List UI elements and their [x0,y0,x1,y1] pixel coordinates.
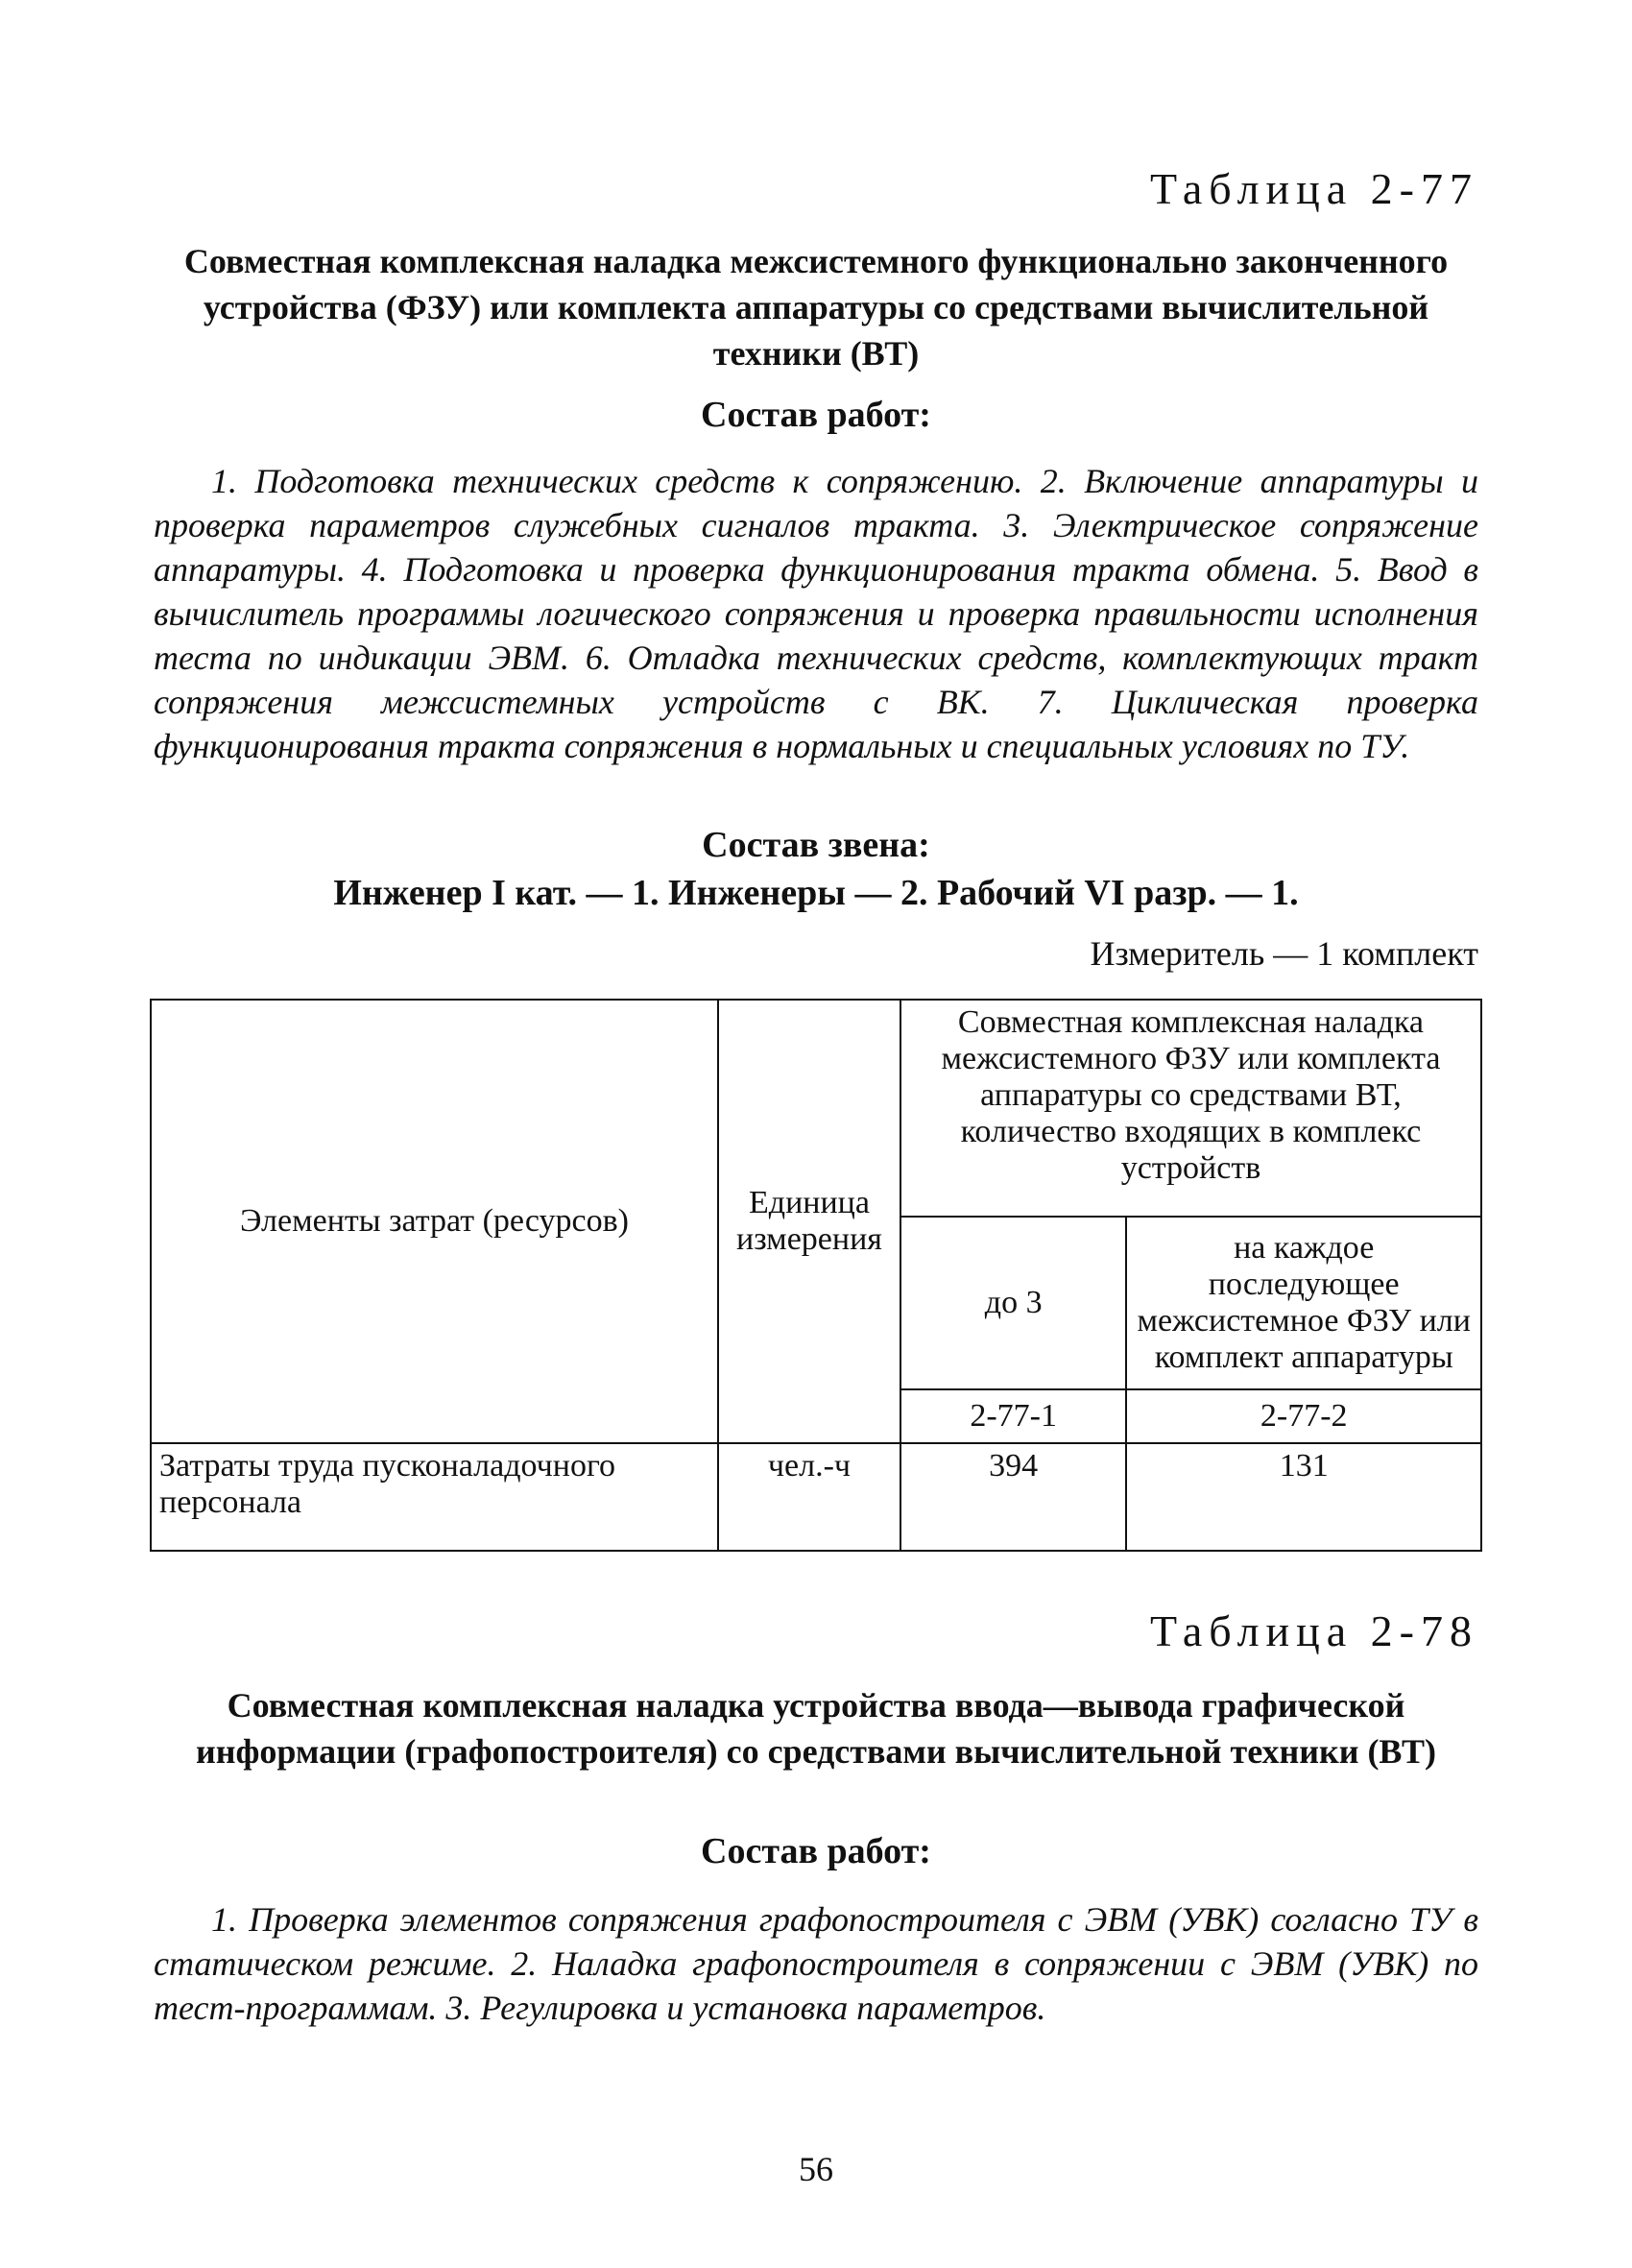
page-number: 56 [799,2150,833,2188]
header-col-b: на каждое последующее межсистемное ФЗУ или комплект аппаратуры [1126,1217,1481,1389]
works-heading-2-78: Состав работ: [701,1831,931,1871]
header-group: Совместная комплексная наладка межсистемного ФЗУ или комплекта аппаратуры со средствами ВТ, количество входящих в комплекс устройств [900,1000,1481,1217]
table-row [151,1443,1481,1551]
table-2-77-title: Совместная комплексная наладка межсистемного функционально законченного устройства (ФЗУ) или комплекта аппаратуры со средствами вычислительной техники (ВТ) [183,242,1449,373]
table-label-2-78: Таблица 2-78 [1149,1606,1478,1655]
header-unit: Единица измерения [718,1000,900,1443]
norm-table-2-77 [150,999,1482,1552]
works-text-2-77: 1. Подготовка технических средств к сопряжению. 2. Включение аппаратуры и проверка параметров служебных сигналов тракта. 3. Электрическое сопряжение аппаратуры. 4. Подготовка и проверка функционирования тракта обмена. 5. Ввод в вычислитель программы логического сопряжения и проверка правильности исполнения теста по индикации ЭВМ. 6. Отладка технических средств, комплектующих тракт сопряжения межсистемных устройств с ВК. 7. Циклическая проверка функционирования тракта сопряжения в нормальных и специальных условиях по ТУ. [154,462,1478,765]
works-text-2-78: 1. Проверка элементов сопряжения графопостроителя с ЭВМ (УВК) согласно ТУ в статическом режиме. 2. Наладка графопостроителя в сопряжении с ЭВМ (УВК) по тест-программам. 3. Регулировка и установка параметров. [154,1900,1478,2027]
row-value-a: 394 [900,1443,1126,1551]
table-2-78-title: Совместная комплексная наладка устройства ввода—вывода графической информации (графопостроителя) со средствами вычислительной техники (ВТ) [196,1686,1436,1771]
crew-heading: Состав звена: [702,825,930,865]
row-unit: чел.-ч [718,1443,900,1551]
code-col-a: 2-77-1 [900,1389,1126,1443]
crew-text: Инженер I кат. — 1. Инженеры — 2. Рабочий VI разр. — 1. [333,873,1299,913]
header-col-a: до 3 [900,1217,1126,1389]
row-name: Затраты труда пусконаладочного персонала [151,1443,718,1551]
table-label-2-77: Таблица 2-77 [1149,164,1478,213]
header-elements: Элементы затрат (ресурсов) [151,1000,718,1443]
code-col-b: 2-77-2 [1126,1389,1481,1443]
meter-unit: Измеритель — 1 комплект [1090,934,1478,973]
row-value-b: 131 [1126,1443,1481,1551]
works-heading-2-77: Состав работ: [701,395,931,435]
